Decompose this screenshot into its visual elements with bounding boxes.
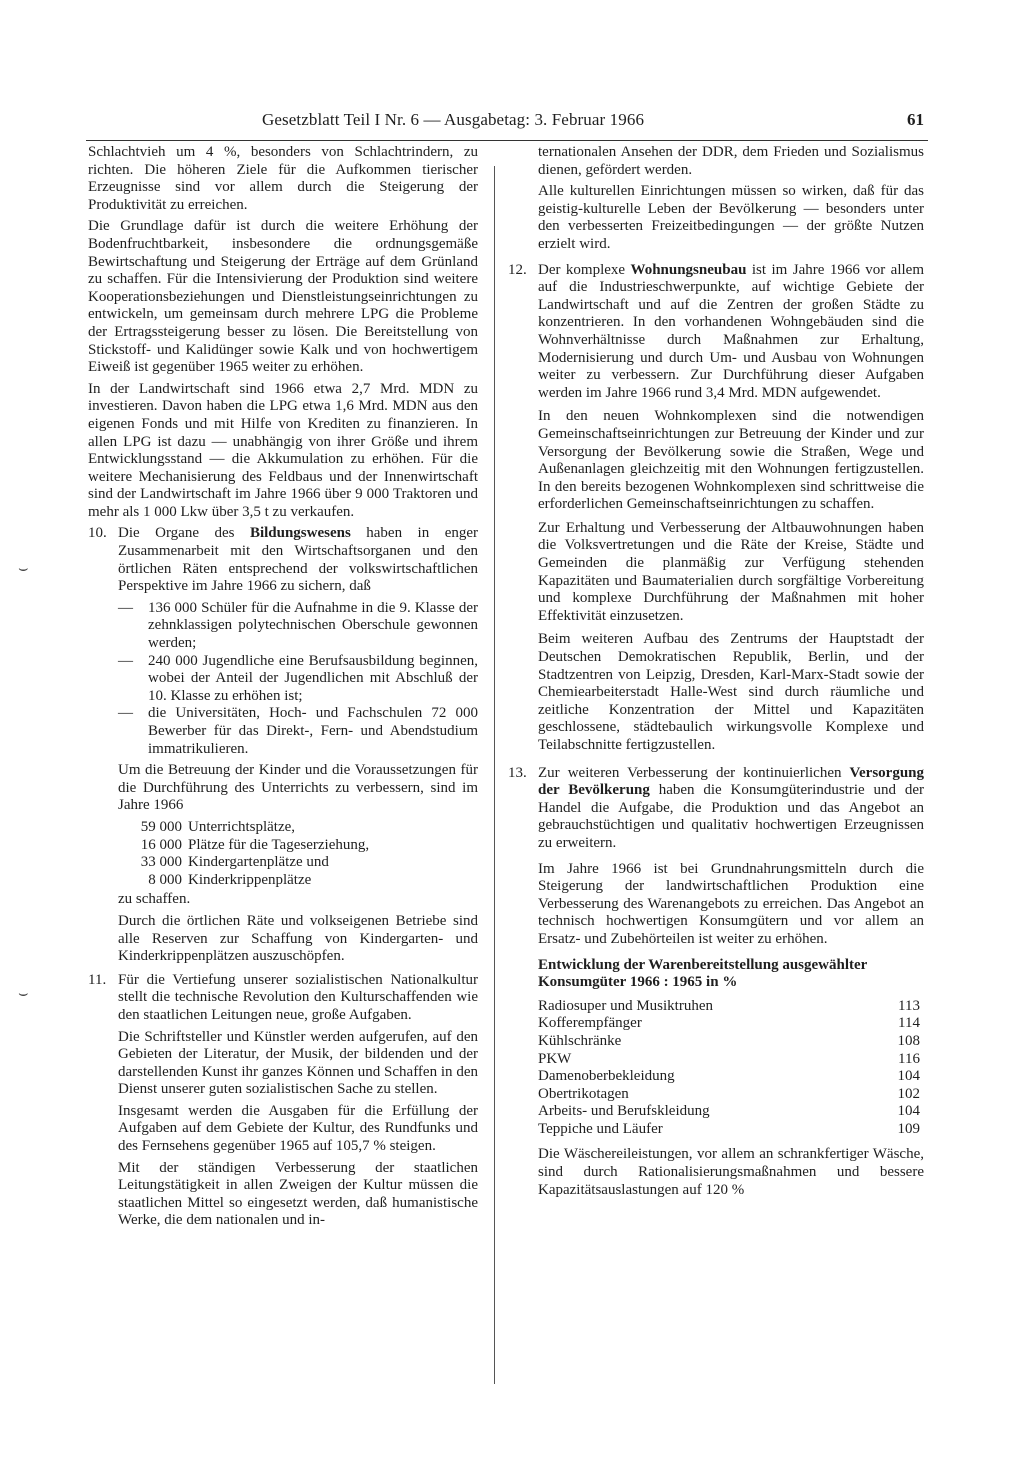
dash-text: 240 000 Jugendliche eine Berufsausbildung beginnen, wobei der Anteil der Jugendlichen mit Abschluß der 10. Klasse zu erhöhen ist; <box>148 652 478 704</box>
table-cell-value: 102 <box>897 1085 920 1102</box>
paragraph <box>538 765 924 853</box>
table-title: Entwicklung der Warenbereitstellung ausgewählter Konsumgüter 1966 : 1965 in % <box>538 956 868 991</box>
table-row <box>538 1086 924 1104</box>
paragraph: Durch die örtlichen Räte und volkseigenen Betriebe sind alle Reserven zur Schaffung von Kindergarten- und Kinderkrippenplätzen auszuschöpfen. <box>118 912 478 965</box>
table-row <box>538 998 924 1016</box>
text: ist im Jahre 1966 vor allem auf die Industrieschwerpunkte, auf wichtige Gebiete der Landwirtschaft und auf die Zentren der großen Städte zu konzentrieren. In den vorhandenen Wohngebäuden sind die Wohnverhältnisse durch Maßnahmen zur Erhaltung, Modernisierung und durch Um- und Ausbau von Wohnungen weiter zu verbessern. Zur Durchführung dieser Aufgaben werden im Jahre 1966 rund 3,4 Mrd. MDN aufgewendet. <box>538 261 925 401</box>
paragraph: In den neuen Wohnkomplexen sind die notwendigen Gemeinschaftseinrichtungen zur Betreuung der Kinder und zur Versorgung der Bevölkerung sowie die Straßen, Wege und Außenanlagen gleichzeitig mit den Wohnungen fertigzustellen. In den bereits bezogenen Wohnkomplexen sind schrittweise die erforderlichen Gemeinschaftseinrichtungen zu schaffen. <box>538 408 924 513</box>
bold-term: Versorgung der Bevölkerung <box>538 764 924 799</box>
list-item <box>128 872 478 890</box>
table-row <box>538 1051 924 1069</box>
column-divider <box>494 166 495 1384</box>
bold-term: Bildungswesens <box>249 525 351 542</box>
list-item <box>128 854 478 872</box>
capacity-label: Kinderkrippenplätze <box>188 871 312 888</box>
table-cell-label: Damenoberbekleidung <box>538 1068 675 1085</box>
section-11 <box>88 972 478 1230</box>
capacity-number: 16 000 <box>140 836 182 853</box>
table-cell-label: Teppiche und Läufer <box>538 1120 663 1137</box>
text: Der komplexe <box>538 261 631 278</box>
table-cell-value: 104 <box>897 1068 920 1085</box>
table-cell-value: 109 <box>897 1120 920 1137</box>
capacity-label: Plätze für die Tageserziehung, <box>188 836 370 853</box>
list-item <box>128 819 478 837</box>
dash-marker: — <box>118 705 133 722</box>
paragraph: Alle kulturellen Einrichtungen müssen so wirken, daß für das geistig-kulturelle Leben der Bevölkerung — besonders unter den verbesserten Freizeitbedingungen — der größte Nutzen erzielt wird. <box>538 183 924 252</box>
goods-table <box>538 998 924 1139</box>
section-13 <box>508 765 924 1200</box>
table-cell-value: 108 <box>897 1032 920 1049</box>
paragraph <box>538 262 924 403</box>
text: haben die Konsumgüterindustrie und der Handel die Aufgabe, die Produktion und das Angebot an gebrauchstüchtigen und qualitativ hochwertigen Erzeugnissen zu erweitern. <box>538 782 924 851</box>
paragraph: Für die Vertiefung unserer sozialistischen Nationalkultur stellt die technische Revolution den Kulturschaffenden wie den staatlichen Leitungen neue, große Aufgaben. <box>118 971 478 1023</box>
capacity-label: Kindergartenplätze und <box>188 854 329 871</box>
paragraph: Zur Erhaltung und Verbesserung der Altbauwohnungen haben die Volksvertretungen und die Räte der Kreise, Städte und Gemeinden die planmäßig zur Verfügung stehenden Kapazitäten und Baumaterialien durch sorgfältige Vorbereitung und komplexe Durchführung der Maßnahmen mit hoher Effektivität einzusetzen. <box>538 519 924 624</box>
margin-mark: ⌣ <box>18 560 29 577</box>
capacity-number: 8 000 <box>148 871 182 888</box>
paragraph: Beim weiteren Aufbau des Zentrums der Hauptstadt der Deutschen Demokratischen Republik, Berlin, und der Stadtzentren von Leipzig, Dresden, Karl-Marx-Stadt sowie der Chemiearbeiterstadt Halle-West sind durch räumliche und zeitliche Konzentration der Mittel und Kapazitäten geschlossene, städtebaulich wirkungsvolle Komplexe und Teilabschnitte fertigzustellen. <box>538 631 924 753</box>
paragraph: zu schaffen. <box>118 891 191 908</box>
table-cell-value: 104 <box>897 1103 920 1120</box>
table-row <box>538 1121 924 1139</box>
dash-item <box>118 705 478 758</box>
page-header <box>262 110 924 136</box>
capacity-label: Unterrichtsplätze, <box>188 818 296 835</box>
table-cell-label: Radiosuper und Musiktruhen <box>538 997 713 1014</box>
table-cell-label: Arbeits- und Berufskleidung <box>538 1103 710 1120</box>
capacity-list <box>118 819 478 889</box>
paragraph: Um die Betreuung der Kinder und die Voraussetzungen für die Durchführung des Unterrichts zu verbessern, sind im Jahre 1966 <box>118 762 478 814</box>
paragraph: ternationalen Ansehen der DDR, dem Frieden und Sozialismus dienen, gefördert werden. <box>538 144 924 178</box>
table-cell-label: Obertrikotagen <box>538 1085 629 1102</box>
paragraph: Insgesamt werden die Ausgaben für die Erfüllung der Aufgaben auf dem Gebiete der Kultur, des Rundfunks und des Fernsehens gegenüber 1965 auf 105,7 % steigen. <box>118 1102 478 1155</box>
dash-marker: — <box>118 652 133 669</box>
table-row <box>538 1068 924 1086</box>
left-column <box>88 144 478 1236</box>
capacity-number: 33 000 <box>140 854 182 871</box>
header-rule <box>86 140 928 141</box>
paragraph: Die Wäschereileistungen, vor allem an schrankfertiger Wäsche, sind durch Rationalisierungsmaßnahmen und bessere Kapazitätsauslastungen auf 120 % <box>538 1146 924 1198</box>
paragraph: In der Landwirtschaft sind 1966 etwa 2,7 Mrd. MDN zu investieren. Davon haben die LPG etwa 1,6 Mrd. MDN aus den eigenen Fonds und mit Hilfe von Krediten zu finanzieren. In allen LPG ist dazu — unabhängig von ihrer Größe und ihrem Entwicklungsstand — die Akkumulation zu erhöhen. Für die weitere Mechanisierung des Feldbaus und der Innenwirtschaft sind der Landwirtschaft im Jahre 1966 über 9 000 Traktoren und mehr als 1 000 Lkw über 3,5 t zu verkaufen. <box>88 380 478 520</box>
header-title: Gesetzblatt Teil I Nr. 6 — Ausgabetag: 3. Februar 1966 <box>262 110 645 129</box>
right-column <box>508 144 924 1205</box>
paragraph <box>118 525 478 595</box>
section-number: 12. <box>508 261 527 278</box>
dash-item <box>118 653 478 706</box>
section-number: 11. <box>88 971 107 988</box>
table-cell-label: Kofferempfänger <box>538 1015 642 1032</box>
dash-marker: — <box>118 599 133 616</box>
text: Zur weiteren Verbesserung der kontinuierlichen <box>538 764 850 781</box>
bold-term: Wohnungsneubau <box>630 261 747 278</box>
table-cell-value: 116 <box>898 1050 920 1067</box>
paragraph: Im Jahre 1966 ist bei Grundnahrungsmitteln durch die Steigerung der landwirtschaftlichen Produktion eine Verbesserung des Warenangebots zu erreichen. Das Angebot an technisch hochwertigen Konsumgütern und vor allem an Ersatz- und Zubehörteilen ist weiter zu erhöhen. <box>538 860 924 947</box>
list-item <box>128 837 478 855</box>
margin-mark: ⌣ <box>18 985 29 1002</box>
text: Die Organe des <box>118 525 250 542</box>
section-10 <box>88 525 478 965</box>
table-cell-label: Kühlschränke <box>538 1032 622 1049</box>
dash-text: 136 000 Schüler für die Aufnahme in die 9. Klasse der zehnklassigen polytechnischen Oberschule gewonnen werden; <box>148 599 478 652</box>
continued-text <box>508 144 924 254</box>
table-cell-value: 114 <box>898 1015 920 1032</box>
section-number: 10. <box>88 525 107 542</box>
table-cell-value: 113 <box>898 997 920 1014</box>
dash-text: die Universitäten, Hoch- und Fachschulen 72 000 Bewerber für das Direkt-, Fern- und Abendstudium immatrikulieren. <box>148 705 478 757</box>
table-cell-label: PKW <box>538 1050 572 1067</box>
text: haben in enger Zusammenarbeit mit den Wirtschaftsorganen und den örtlichen Räten entsprechend der volkswirtschaftlichen Perspektive im Jahre 1966 zu sichern, daß <box>118 525 479 595</box>
paragraph: Mit der ständigen Verbesserung der staatlichen Leitungstätigkeit in allen Zweigen der Kultur müssen die staatlichen Mittel so eingesetzt werden, daß humanistische Werke, die dem nationalen und in- <box>118 1159 478 1229</box>
paragraph: Die Grundlage dafür ist durch die weitere Erhöhung der Bodenfruchtbarkeit, insbesondere die ordnungsgemäße Bewirtschaftung und Steigerung der Erträge auf dem Grünland zu schaffen. Für die Intensivierung der Produktion sind weitere Kooperationsbeziehungen und Dienstleistungseinrichtungen zu entwickeln, um gemeinsam durch mehrere LPG die Probleme der Ertragssteigerung besser zu lösen. Die Bereitstellung von Stickstoff- und Kalidünger sowie Kalk und von hochwertigem Eiweiß ist gegenüber 1965 weiter zu erhöhen. <box>88 218 478 376</box>
section-12 <box>508 262 924 755</box>
section-number: 13. <box>508 764 527 781</box>
table-row <box>538 1015 924 1033</box>
table-row <box>538 1033 924 1051</box>
paragraph: Die Schriftsteller und Künstler werden aufgerufen, auf den Gebieten der Literatur, der Musik, der bildenden und der darstellenden Kunst ihr ganzes Können und Schaffen in den Dienst unserer guten sozialistischen Sache zu stellen. <box>118 1028 478 1098</box>
paragraph: Schlachtvieh um 4 %, besonders von Schlachtrindern, zu richten. Die höheren Ziele für die Aufkommen tierischer Erzeugnisse sind vor allem durch die Steigerung der Produktivität zu erreichen. <box>88 144 478 213</box>
page-number: 61 <box>907 110 924 129</box>
dash-item <box>118 600 478 653</box>
capacity-number: 59 000 <box>140 818 182 835</box>
table-row <box>538 1103 924 1121</box>
